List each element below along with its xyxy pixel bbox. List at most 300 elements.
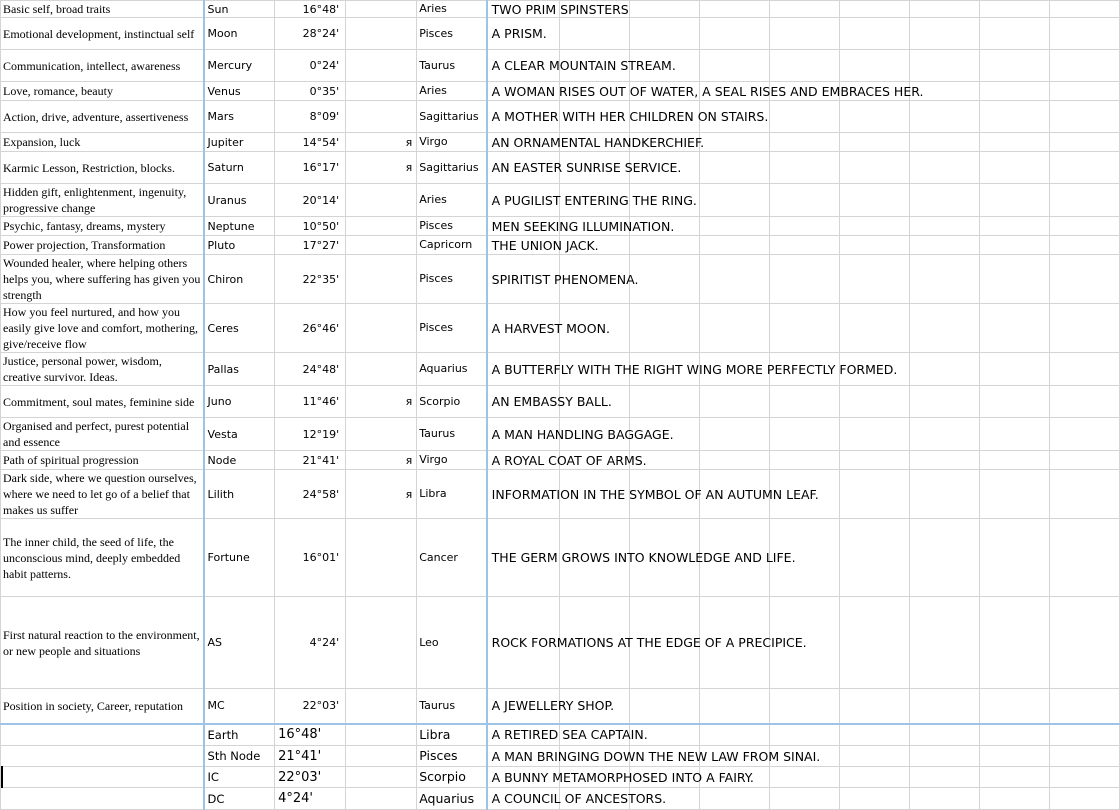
empty-cell[interactable] xyxy=(910,746,980,767)
sign-cell[interactable]: Taurus xyxy=(417,689,487,724)
table-row xyxy=(1,597,1120,689)
empty-cell[interactable] xyxy=(980,386,1050,418)
empty-cell[interactable] xyxy=(910,788,980,810)
retrograde-cell[interactable]: я xyxy=(346,133,417,152)
empty-cell[interactable] xyxy=(980,133,1050,152)
table-row xyxy=(1,519,1120,597)
empty-cell[interactable] xyxy=(630,236,700,255)
description-cell[interactable]: Communication, intellect, awareness xyxy=(1,50,204,82)
planet-cell[interactable]: Uranus xyxy=(204,184,275,217)
planet-cell[interactable]: Sun xyxy=(204,1,275,18)
empty-cell[interactable] xyxy=(700,184,770,217)
description-cell[interactable]: Emotional development, instinctual self xyxy=(1,18,204,50)
sabian-symbol-cell[interactable]: A CLEAR MOUNTAIN STREAM. xyxy=(487,50,560,82)
sabian-symbol-cell[interactable]: TWO PRIM SPINSTERS xyxy=(487,1,560,18)
empty-cell[interactable] xyxy=(840,788,910,810)
empty-cell[interactable] xyxy=(980,470,1050,519)
description-cell[interactable]: Power projection, Transformation xyxy=(1,236,204,255)
empty-cell[interactable] xyxy=(770,1,840,18)
empty-cell[interactable] xyxy=(1,746,204,767)
empty-cell[interactable] xyxy=(980,152,1050,184)
description-cell[interactable]: Basic self, broad traits xyxy=(1,1,204,18)
empty-cell[interactable] xyxy=(1050,746,1120,767)
sign-cell[interactable]: Aquarius xyxy=(417,353,487,386)
empty-cell[interactable] xyxy=(840,255,910,304)
empty-cell[interactable] xyxy=(1050,767,1120,788)
empty-cell[interactable] xyxy=(700,50,770,82)
empty-cell[interactable] xyxy=(700,255,770,304)
planet-cell[interactable]: Moon xyxy=(204,18,275,50)
empty-cell[interactable] xyxy=(980,767,1050,788)
empty-cell[interactable] xyxy=(770,689,840,724)
text-cursor xyxy=(1,766,3,788)
degree-cell[interactable]: 17°27' xyxy=(275,236,346,255)
empty-cell[interactable] xyxy=(770,451,840,470)
empty-cell[interactable] xyxy=(980,519,1050,597)
empty-cell[interactable] xyxy=(980,689,1050,724)
sign-cell[interactable]: Aries xyxy=(417,184,487,217)
empty-cell[interactable] xyxy=(630,18,700,50)
empty-cell[interactable] xyxy=(910,386,980,418)
empty-cell[interactable] xyxy=(910,767,980,788)
empty-cell[interactable] xyxy=(840,418,910,451)
empty-cell[interactable] xyxy=(840,18,910,50)
empty-cell[interactable] xyxy=(770,767,840,788)
empty-cell[interactable] xyxy=(1050,152,1120,184)
table-row xyxy=(1,689,1120,724)
table-row xyxy=(1,236,1120,255)
retrograde-cell[interactable] xyxy=(346,519,417,597)
sabian-symbol-cell[interactable]: AN EASTER SUNRISE SERVICE. xyxy=(487,152,560,184)
sign-cell[interactable]: Virgo xyxy=(417,133,487,152)
degree-cell[interactable]: 16°01' xyxy=(275,519,346,597)
sign-cell[interactable]: Libra xyxy=(417,470,487,519)
planet-cell[interactable]: Jupiter xyxy=(204,133,275,152)
empty-cell[interactable] xyxy=(770,50,840,82)
retrograde-cell[interactable] xyxy=(346,597,417,689)
degree-cell[interactable]: 20°14' xyxy=(275,184,346,217)
degree-cell[interactable]: 22°03' xyxy=(275,689,346,724)
planet-cell[interactable]: MC xyxy=(204,689,275,724)
empty-cell[interactable] xyxy=(700,217,770,236)
empty-cell[interactable] xyxy=(1050,50,1120,82)
sign-cell[interactable]: Leo xyxy=(417,597,487,689)
retrograde-cell[interactable]: я xyxy=(346,152,417,184)
planet-cell[interactable]: Vesta xyxy=(204,418,275,451)
sign-cell[interactable]: Taurus xyxy=(417,418,487,451)
empty-cell[interactable] xyxy=(630,386,700,418)
planet-cell[interactable]: Venus xyxy=(204,82,275,101)
empty-cell[interactable] xyxy=(910,101,980,133)
degree-cell[interactable]: 22°35' xyxy=(275,255,346,304)
empty-cell[interactable] xyxy=(910,236,980,255)
empty-cell[interactable] xyxy=(770,255,840,304)
sign-cell[interactable]: Aries xyxy=(417,82,487,101)
empty-cell[interactable] xyxy=(910,353,980,386)
sabian-symbol-cell[interactable]: ROCK FORMATIONS AT THE EDGE OF A PRECIPICE. xyxy=(487,597,560,689)
empty-cell[interactable] xyxy=(910,217,980,236)
sabian-symbol-cell[interactable]: A RETIRED SEA CAPTAIN. xyxy=(487,724,560,746)
empty-cell[interactable] xyxy=(980,353,1050,386)
degree-cell[interactable]: 26°46' xyxy=(275,304,346,353)
degree-cell[interactable]: 4°24' xyxy=(275,788,346,810)
empty-cell[interactable] xyxy=(1050,724,1120,746)
empty-cell[interactable] xyxy=(980,255,1050,304)
retrograde-cell[interactable] xyxy=(346,101,417,133)
description-cell[interactable]: Justice, personal power, wisdom, creative survivor. Ideas. xyxy=(1,353,204,386)
sign-cell[interactable]: Pisces xyxy=(417,18,487,50)
sign-cell[interactable]: Pisces xyxy=(417,255,487,304)
empty-cell[interactable] xyxy=(980,184,1050,217)
table-row xyxy=(1,1,1120,18)
empty-cell[interactable] xyxy=(980,82,1050,101)
empty-cell[interactable] xyxy=(700,724,770,746)
empty-cell[interactable] xyxy=(910,152,980,184)
empty-cell[interactable] xyxy=(1050,470,1120,519)
description-cell[interactable]: Path of spiritual progression xyxy=(1,451,204,470)
description-cell[interactable]: Wounded healer, where helping others helps you, where suffering has given you strength xyxy=(1,255,204,304)
sabian-symbol-cell[interactable]: THE UNION JACK. xyxy=(487,236,560,255)
table-row xyxy=(1,82,1120,101)
empty-cell[interactable] xyxy=(1050,386,1120,418)
description-cell[interactable]: Position in society, Career, reputation xyxy=(1,689,204,724)
empty-cell[interactable] xyxy=(630,255,700,304)
empty-cell[interactable] xyxy=(346,767,417,788)
table-row xyxy=(1,152,1120,184)
description-cell[interactable]: Dark side, where we question ourselves, where we need to let go of a belief that makes us suffer xyxy=(1,470,204,519)
sabian-symbol-cell[interactable]: SPIRITIST PHENOMENA. xyxy=(487,255,560,304)
empty-cell[interactable] xyxy=(1050,597,1120,689)
retrograde-cell[interactable] xyxy=(346,304,417,353)
empty-cell[interactable] xyxy=(910,418,980,451)
empty-cell[interactable] xyxy=(910,470,980,519)
planet-cell[interactable]: Fortune xyxy=(204,519,275,597)
empty-cell[interactable] xyxy=(700,133,770,152)
retrograde-cell[interactable] xyxy=(346,18,417,50)
empty-cell[interactable] xyxy=(1,767,204,788)
empty-cell[interactable] xyxy=(910,50,980,82)
degree-cell[interactable]: 22°03' xyxy=(275,767,346,788)
degree-cell[interactable]: 16°48' xyxy=(275,724,346,746)
degree-cell[interactable]: 24°58' xyxy=(275,470,346,519)
planet-cell[interactable]: Pallas xyxy=(204,353,275,386)
degree-cell[interactable]: 16°48' xyxy=(275,1,346,18)
empty-cell[interactable] xyxy=(840,519,910,597)
empty-cell[interactable] xyxy=(770,236,840,255)
empty-cell[interactable] xyxy=(840,304,910,353)
sabian-symbol-cell[interactable]: A ROYAL COAT OF ARMS. xyxy=(487,451,560,470)
empty-cell[interactable] xyxy=(560,18,630,50)
empty-cell[interactable] xyxy=(1050,418,1120,451)
sabian-symbol-cell[interactable]: THE GERM GROWS INTO KNOWLEDGE AND LIFE. xyxy=(487,519,560,597)
empty-cell[interactable] xyxy=(1050,353,1120,386)
planet-cell[interactable]: Saturn xyxy=(204,152,275,184)
sabian-symbol-cell[interactable]: AN EMBASSY BALL. xyxy=(487,386,560,418)
sabian-symbol-cell[interactable]: A MAN HANDLING BAGGAGE. xyxy=(487,418,560,451)
empty-cell[interactable] xyxy=(700,386,770,418)
empty-cell[interactable] xyxy=(910,255,980,304)
empty-cell[interactable] xyxy=(700,304,770,353)
sabian-symbol-cell[interactable]: A BUTTERFLY WITH THE RIGHT WING MORE PERFECTLY FORMED. xyxy=(487,353,560,386)
empty-cell[interactable] xyxy=(700,18,770,50)
empty-cell[interactable] xyxy=(980,451,1050,470)
table-row xyxy=(1,353,1120,386)
description-cell[interactable]: Commitment, soul mates, feminine side xyxy=(1,386,204,418)
degree-cell[interactable]: 8°09' xyxy=(275,101,346,133)
empty-cell[interactable] xyxy=(840,689,910,724)
empty-cell[interactable] xyxy=(840,1,910,18)
degree-cell[interactable]: 0°35' xyxy=(275,82,346,101)
empty-cell[interactable] xyxy=(980,18,1050,50)
empty-cell[interactable] xyxy=(1050,184,1120,217)
point-cell[interactable]: DC xyxy=(204,788,275,810)
empty-cell[interactable] xyxy=(346,788,417,810)
retrograde-cell[interactable] xyxy=(346,689,417,724)
table-row xyxy=(1,788,1120,810)
description-cell[interactable]: How you feel nurtured, and how you easily give love and comfort, mothering, give/receive flow xyxy=(1,304,204,353)
empty-cell[interactable] xyxy=(1050,689,1120,724)
empty-cell[interactable] xyxy=(910,133,980,152)
empty-cell[interactable] xyxy=(840,724,910,746)
sign-cell[interactable]: Cancer xyxy=(417,519,487,597)
empty-cell[interactable] xyxy=(840,597,910,689)
empty-cell[interactable] xyxy=(980,50,1050,82)
sabian-symbol-cell[interactable]: MEN SEEKING ILLUMINATION. xyxy=(487,217,560,236)
sabian-symbol-cell[interactable]: A COUNCIL OF ANCESTORS. xyxy=(487,788,560,810)
sign-cell[interactable]: Libra xyxy=(417,724,487,746)
sabian-symbol-cell[interactable]: INFORMATION IN THE SYMBOL OF AN AUTUMN LEAF. xyxy=(487,470,560,519)
sabian-symbol-cell[interactable]: A HARVEST MOON. xyxy=(487,304,560,353)
empty-cell[interactable] xyxy=(840,152,910,184)
empty-cell[interactable] xyxy=(840,746,910,767)
table-row xyxy=(1,470,1120,519)
retrograde-cell[interactable] xyxy=(346,217,417,236)
empty-cell[interactable] xyxy=(770,386,840,418)
empty-cell[interactable] xyxy=(1050,304,1120,353)
retrograde-cell[interactable] xyxy=(346,82,417,101)
empty-cell[interactable] xyxy=(980,236,1050,255)
empty-cell[interactable] xyxy=(840,470,910,519)
table-row xyxy=(1,255,1120,304)
empty-cell[interactable] xyxy=(770,184,840,217)
empty-cell[interactable] xyxy=(700,689,770,724)
empty-cell[interactable] xyxy=(980,217,1050,236)
retrograde-cell[interactable] xyxy=(346,1,417,18)
empty-cell[interactable] xyxy=(840,217,910,236)
description-cell[interactable]: Karmic Lesson, Restriction, blocks. xyxy=(1,152,204,184)
empty-cell[interactable] xyxy=(910,451,980,470)
empty-cell[interactable] xyxy=(770,304,840,353)
empty-cell[interactable] xyxy=(1050,133,1120,152)
sabian-symbol-cell[interactable]: A WOMAN RISES OUT OF WATER, A SEAL RISES AND EMBRACES HER. xyxy=(487,82,560,101)
table-row xyxy=(1,18,1120,50)
planet-cell[interactable]: Node xyxy=(204,451,275,470)
sheet-body xyxy=(1,1,1120,810)
empty-cell[interactable] xyxy=(980,418,1050,451)
retrograde-cell[interactable]: я xyxy=(346,451,417,470)
empty-cell[interactable] xyxy=(840,451,910,470)
planet-cell[interactable]: Neptune xyxy=(204,217,275,236)
planet-cell[interactable]: Lilith xyxy=(204,470,275,519)
description-cell[interactable]: Psychic, fantasy, dreams, mystery xyxy=(1,217,204,236)
empty-cell[interactable] xyxy=(840,184,910,217)
empty-cell[interactable] xyxy=(1050,1,1120,18)
description-cell[interactable]: Expansion, luck xyxy=(1,133,204,152)
table-row xyxy=(1,133,1120,152)
degree-cell[interactable]: 11°46' xyxy=(275,386,346,418)
description-cell[interactable]: Organised and perfect, purest potential and essence xyxy=(1,418,204,451)
empty-cell[interactable] xyxy=(700,451,770,470)
planet-cell[interactable]: Chiron xyxy=(204,255,275,304)
empty-cell[interactable] xyxy=(346,724,417,746)
empty-cell[interactable] xyxy=(910,597,980,689)
empty-cell[interactable] xyxy=(1050,451,1120,470)
empty-cell[interactable] xyxy=(1050,255,1120,304)
retrograde-cell[interactable] xyxy=(346,236,417,255)
point-cell[interactable]: IC xyxy=(204,767,275,788)
sign-cell[interactable]: Pisces xyxy=(417,217,487,236)
sign-cell[interactable]: Pisces xyxy=(417,304,487,353)
empty-cell[interactable] xyxy=(770,217,840,236)
planet-cell[interactable]: Mars xyxy=(204,101,275,133)
empty-cell[interactable] xyxy=(840,386,910,418)
empty-cell[interactable] xyxy=(840,767,910,788)
empty-cell[interactable] xyxy=(346,746,417,767)
empty-cell[interactable] xyxy=(700,1,770,18)
empty-cell[interactable] xyxy=(770,418,840,451)
description-cell[interactable]: Action, drive, adventure, assertiveness xyxy=(1,101,204,133)
empty-cell[interactable] xyxy=(1050,788,1120,810)
description-cell[interactable]: Hidden gift, enlightenment, ingenuity, progressive change xyxy=(1,184,204,217)
sign-cell[interactable]: Scorpio xyxy=(417,386,487,418)
degree-cell[interactable]: 4°24' xyxy=(275,597,346,689)
planet-cell[interactable]: Juno xyxy=(204,386,275,418)
table-row xyxy=(1,746,1120,767)
sign-cell[interactable]: Taurus xyxy=(417,50,487,82)
empty-cell[interactable] xyxy=(700,236,770,255)
sabian-symbol-cell[interactable]: A MOTHER WITH HER CHILDREN ON STAIRS. xyxy=(487,101,560,133)
empty-cell[interactable] xyxy=(770,724,840,746)
degree-cell[interactable]: 10°50' xyxy=(275,217,346,236)
description-cell[interactable]: First natural reaction to the environment, or new people and situations xyxy=(1,597,204,689)
retrograde-cell[interactable] xyxy=(346,184,417,217)
sabian-symbol-cell[interactable]: AN ORNAMENTAL HANDKERCHIEF. xyxy=(487,133,560,152)
empty-cell[interactable] xyxy=(980,304,1050,353)
sabian-symbol-cell[interactable]: A PRISM. xyxy=(487,18,560,50)
empty-cell[interactable] xyxy=(910,724,980,746)
sign-cell[interactable]: Capricorn xyxy=(417,236,487,255)
empty-cell[interactable] xyxy=(980,1,1050,18)
sabian-symbol-cell[interactable]: A MAN BRINGING DOWN THE NEW LAW FROM SINAI. xyxy=(487,746,560,767)
table-row xyxy=(1,217,1120,236)
empty-cell[interactable] xyxy=(980,597,1050,689)
empty-cell[interactable] xyxy=(1050,82,1120,101)
empty-cell[interactable] xyxy=(980,788,1050,810)
empty-cell[interactable] xyxy=(770,788,840,810)
retrograde-cell[interactable] xyxy=(346,418,417,451)
degree-cell[interactable]: 28°24' xyxy=(275,18,346,50)
empty-cell[interactable] xyxy=(630,304,700,353)
empty-cell[interactable] xyxy=(910,519,980,597)
sign-cell[interactable]: Aquarius xyxy=(417,788,487,810)
empty-cell[interactable] xyxy=(1050,519,1120,597)
degree-cell[interactable]: 14°54' xyxy=(275,133,346,152)
empty-cell[interactable] xyxy=(840,133,910,152)
empty-cell[interactable] xyxy=(910,184,980,217)
empty-cell[interactable] xyxy=(700,152,770,184)
table-row xyxy=(1,184,1120,217)
empty-cell[interactable] xyxy=(910,1,980,18)
empty-cell[interactable] xyxy=(1050,217,1120,236)
table-row xyxy=(1,724,1120,746)
point-cell[interactable]: Sth Node xyxy=(204,746,275,767)
sign-cell[interactable]: Sagittarius xyxy=(417,152,487,184)
sabian-symbol-cell[interactable]: A BUNNY METAMORPHOSED INTO A FAIRY. xyxy=(487,767,560,788)
empty-cell[interactable] xyxy=(1,788,204,810)
empty-cell[interactable] xyxy=(700,788,770,810)
description-cell[interactable]: Love, romance, beauty xyxy=(1,82,204,101)
retrograde-cell[interactable]: я xyxy=(346,386,417,418)
empty-cell[interactable] xyxy=(1050,236,1120,255)
sign-cell[interactable]: Scorpio xyxy=(417,767,487,788)
empty-cell[interactable] xyxy=(770,101,840,133)
retrograde-cell[interactable] xyxy=(346,353,417,386)
sign-cell[interactable]: Virgo xyxy=(417,451,487,470)
empty-cell[interactable] xyxy=(910,18,980,50)
planet-cell[interactable]: Ceres xyxy=(204,304,275,353)
sabian-symbol-cell[interactable]: A JEWELLERY SHOP. xyxy=(487,689,560,724)
empty-cell[interactable] xyxy=(840,101,910,133)
sign-cell[interactable]: Sagittarius xyxy=(417,101,487,133)
empty-cell[interactable] xyxy=(910,689,980,724)
degree-cell[interactable]: 12°19' xyxy=(275,418,346,451)
retrograde-cell[interactable] xyxy=(346,255,417,304)
degree-cell[interactable]: 24°48' xyxy=(275,353,346,386)
empty-cell[interactable] xyxy=(910,304,980,353)
retrograde-cell[interactable] xyxy=(346,50,417,82)
empty-cell[interactable] xyxy=(770,133,840,152)
empty-cell[interactable] xyxy=(630,1,700,18)
retrograde-cell[interactable]: я xyxy=(346,470,417,519)
degree-cell[interactable]: 21°41' xyxy=(275,451,346,470)
empty-cell[interactable] xyxy=(980,724,1050,746)
degree-cell[interactable]: 16°17' xyxy=(275,152,346,184)
planet-cell[interactable]: AS xyxy=(204,597,275,689)
empty-cell[interactable] xyxy=(770,18,840,50)
empty-cell[interactable] xyxy=(980,746,1050,767)
empty-cell[interactable] xyxy=(1050,18,1120,50)
empty-cell[interactable] xyxy=(700,418,770,451)
degree-cell[interactable]: 21°41' xyxy=(275,746,346,767)
table-row xyxy=(1,101,1120,133)
description-cell[interactable]: The inner child, the seed of life, the unconscious mind, deeply embedded habit patterns. xyxy=(1,519,204,597)
empty-cell[interactable] xyxy=(1050,101,1120,133)
empty-cell[interactable] xyxy=(840,236,910,255)
empty-cell[interactable] xyxy=(980,101,1050,133)
empty-cell[interactable] xyxy=(1,724,204,746)
table-row xyxy=(1,767,1120,788)
empty-cell[interactable] xyxy=(630,689,700,724)
point-cell[interactable]: Earth xyxy=(204,724,275,746)
empty-cell[interactable] xyxy=(840,50,910,82)
sign-cell[interactable]: Aries xyxy=(417,1,487,18)
degree-cell[interactable]: 0°24' xyxy=(275,50,346,82)
planet-cell[interactable]: Mercury xyxy=(204,50,275,82)
sabian-symbol-cell[interactable]: A PUGILIST ENTERING THE RING. xyxy=(487,184,560,217)
planet-cell[interactable]: Pluto xyxy=(204,236,275,255)
empty-cell[interactable] xyxy=(770,152,840,184)
sign-cell[interactable]: Pisces xyxy=(417,746,487,767)
